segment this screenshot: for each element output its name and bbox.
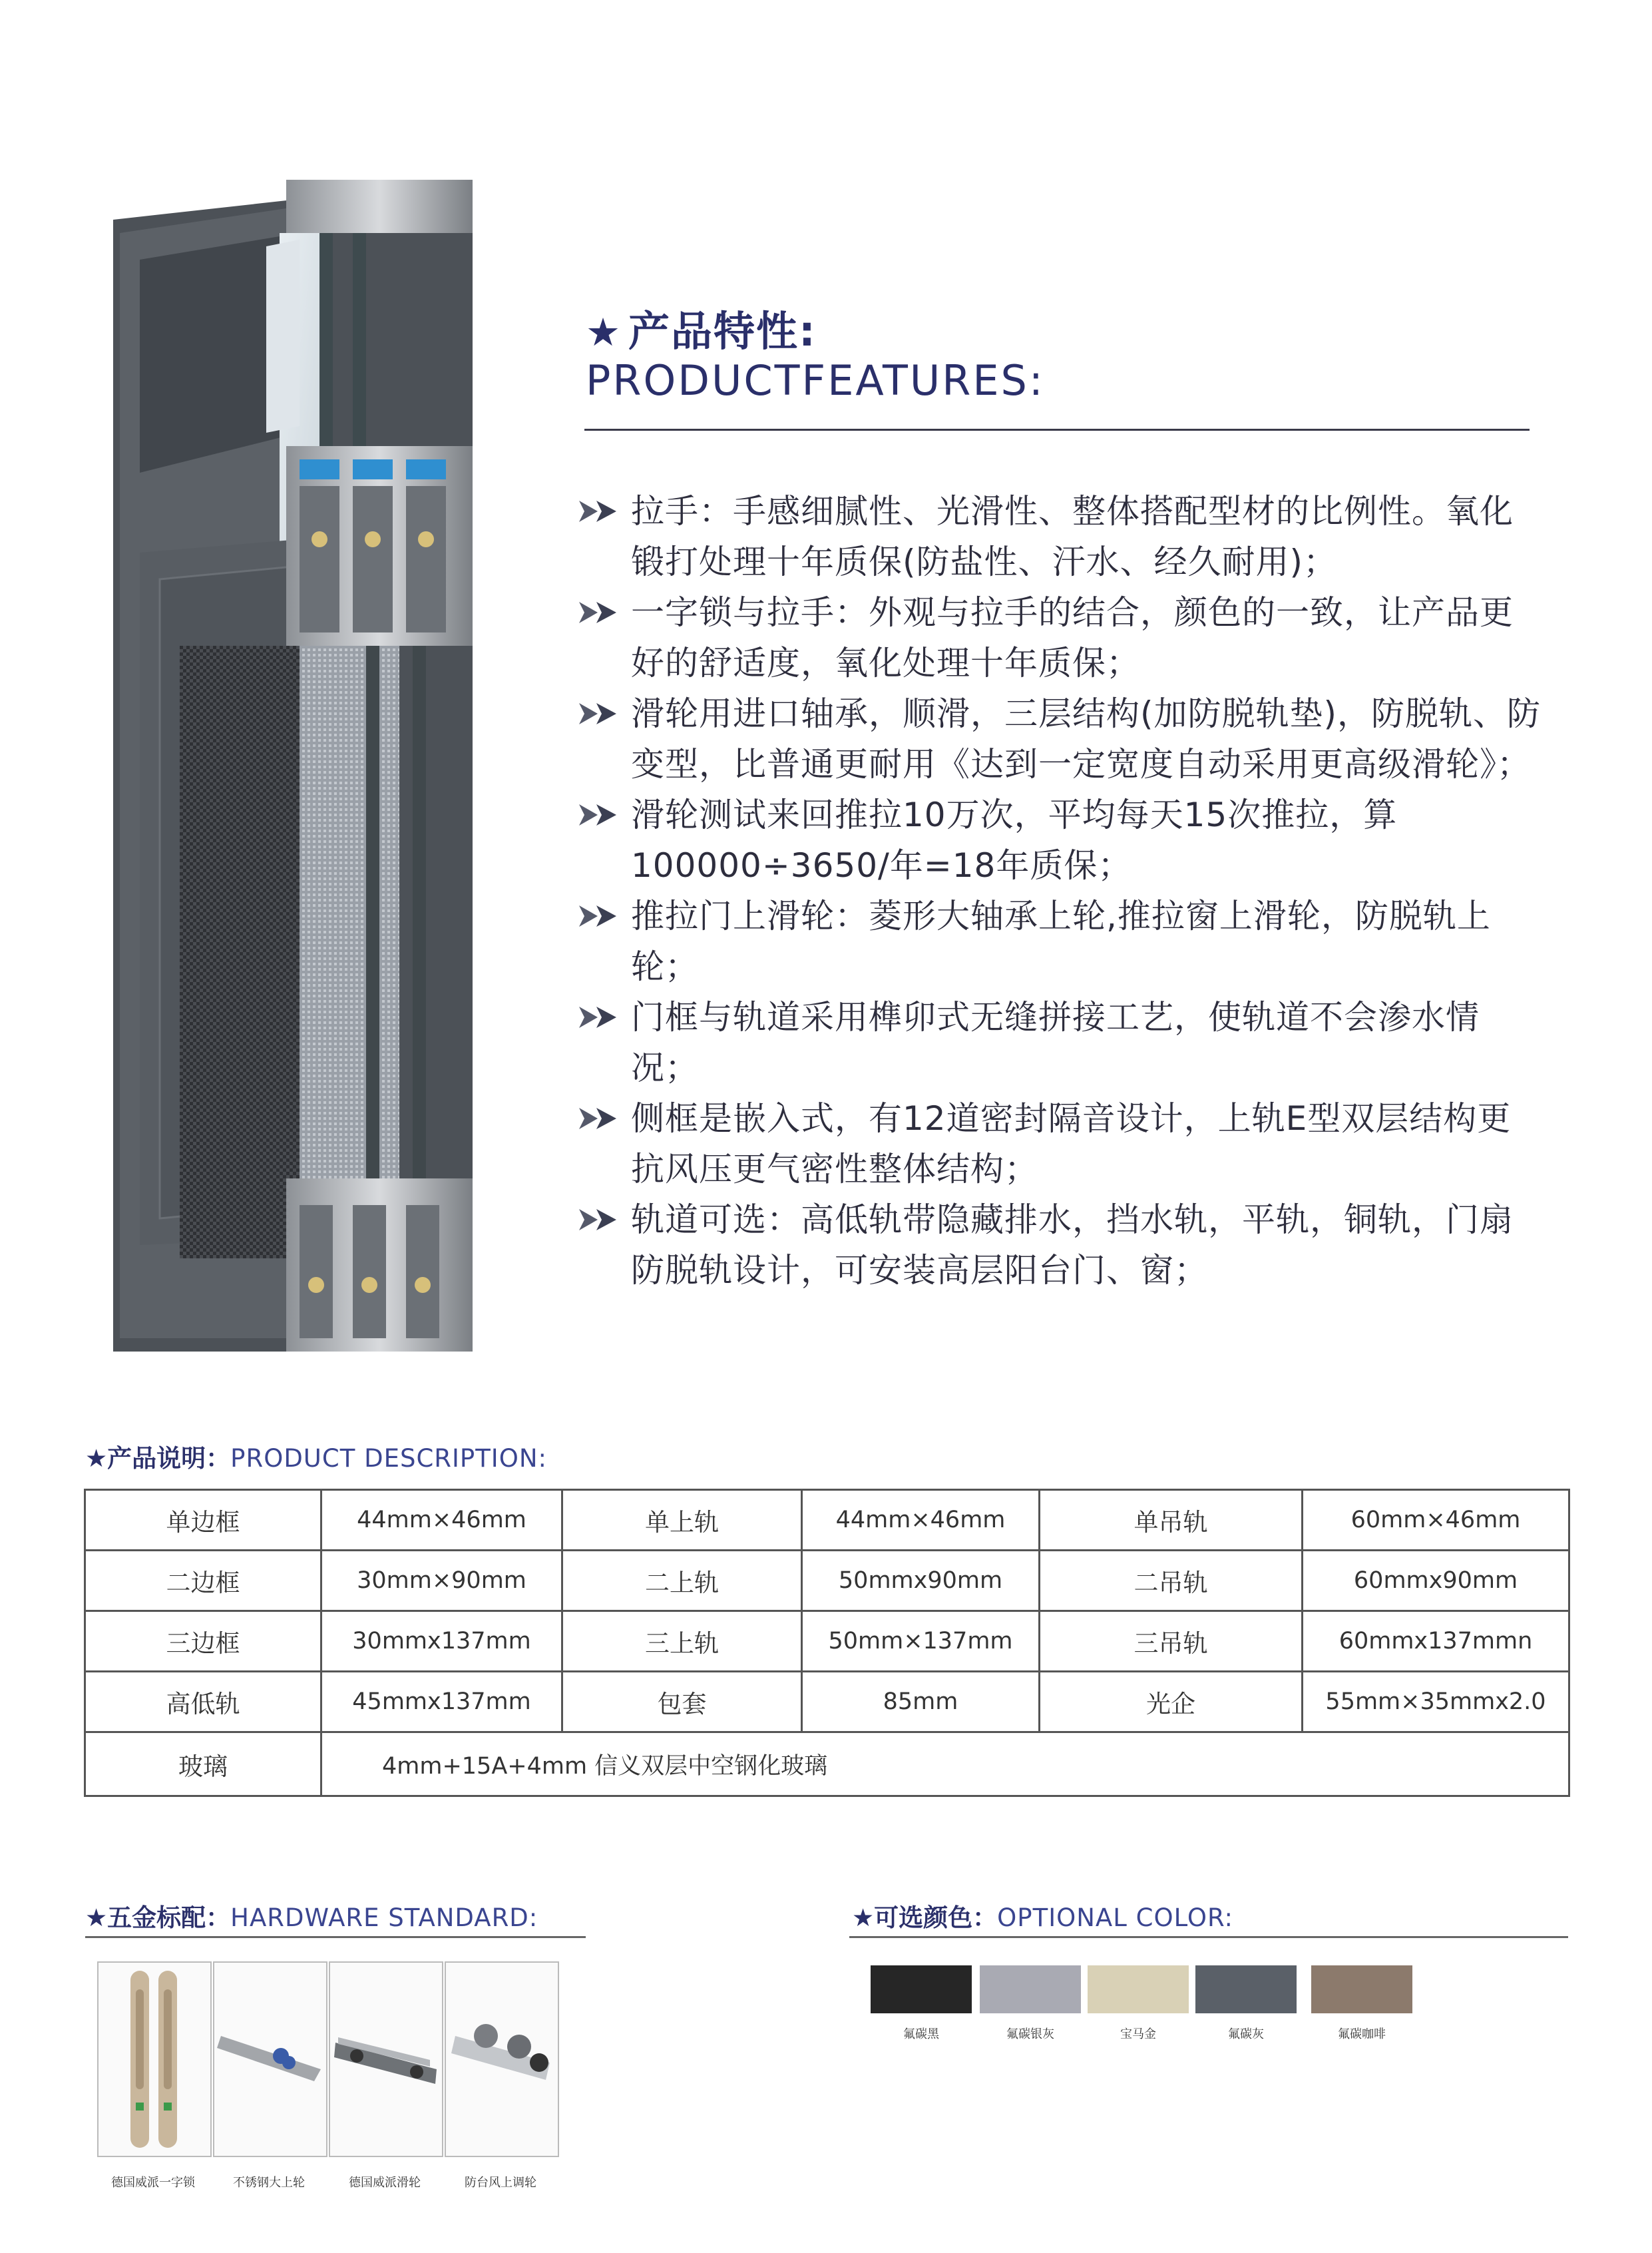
window-cutaway-illustration — [100, 180, 479, 1352]
table-cell: 4mm+15A+4mm 信义双层中空钢化玻璃 — [321, 1732, 1569, 1796]
hardware-caption: 德国威派滑轮 — [349, 2176, 421, 2190]
table-cell: 44mm×46mm — [802, 1490, 1040, 1551]
table-cell: 30mm×90mm — [321, 1551, 562, 1611]
table-row — [85, 1611, 1569, 1672]
table-cell: 单吊轨 — [1040, 1490, 1303, 1551]
feature-item — [578, 688, 1543, 790]
description-title-en: PRODUCT DESCRIPTION: — [230, 1444, 547, 1473]
color-title-en: OPTIONAL COLOR: — [997, 1903, 1234, 1932]
table-cell: 60mm×46mm — [1303, 1490, 1569, 1551]
color-caption: 氟碳银灰 — [1006, 2027, 1054, 2041]
description-heading — [85, 1438, 547, 1474]
hardware-title-cn: 五金标配： — [107, 1903, 231, 1932]
feature-item — [578, 486, 1543, 587]
double-arrow-icon — [579, 905, 622, 927]
table-cell: 85mm — [802, 1672, 1040, 1732]
feature-item — [578, 587, 1543, 688]
hardware-image-lock — [97, 1961, 212, 2157]
hardware-caption: 德国威派一字锁 — [111, 2176, 195, 2190]
feature-item — [578, 1093, 1543, 1194]
feature-text: 滑轮用进口轴承，顺滑，三层结构(加防脱轨垫)，防脱轨、防变型，比普通更耐用《达到一定宽度自动采用更高级滑轮》； — [631, 694, 1542, 784]
hardware-image-top-wheel — [213, 1961, 327, 2157]
color-swatch — [1088, 1965, 1189, 2013]
table-cell: 二边框 — [85, 1551, 321, 1611]
feature-item — [578, 992, 1543, 1093]
table-row — [85, 1672, 1569, 1732]
pulley-icon — [330, 1963, 442, 2156]
table-cell: 44mm×46mm — [321, 1490, 562, 1551]
table-cell: 60mmx90mm — [1303, 1551, 1569, 1611]
color-swatch — [1311, 1965, 1412, 2013]
color-caption: 氟碳黑 — [903, 2027, 939, 2041]
description-title-cn: 产品说明： — [107, 1444, 231, 1473]
features-list — [578, 486, 1543, 1296]
table-row — [85, 1551, 1569, 1611]
table-cell: 30mmx137mm — [321, 1611, 562, 1672]
table-cell: 玻璃 — [85, 1732, 321, 1796]
table-row — [85, 1732, 1569, 1796]
star-icon: ★ — [586, 310, 622, 355]
table-cell: 二吊轨 — [1040, 1551, 1303, 1611]
adjust-wheel-icon — [446, 1963, 558, 2156]
hardware-caption: 防台风上调轮 — [465, 2176, 536, 2190]
top-wheel-icon — [214, 1963, 326, 2156]
double-arrow-icon — [579, 1108, 622, 1129]
hardware-caption: 不锈钢大上轮 — [233, 2176, 305, 2190]
color-caption: 宝马金 — [1120, 2027, 1156, 2041]
hardware-image-pulley — [329, 1961, 443, 2157]
table-cell: 三吊轨 — [1040, 1611, 1303, 1672]
features-divider — [584, 429, 1530, 431]
color-caption: 氟碳咖啡 — [1338, 2027, 1386, 2041]
table-cell: 单上轨 — [562, 1490, 802, 1551]
double-arrow-icon — [579, 804, 622, 826]
feature-item — [578, 891, 1543, 992]
star-icon: ★ — [85, 1903, 108, 1932]
table-cell: 三边框 — [85, 1611, 321, 1672]
features-title-cn-text: 产品特性: — [628, 307, 817, 356]
features-title-en: PRODUCTFEATURES: — [586, 356, 1045, 405]
double-arrow-icon — [579, 1209, 622, 1230]
hardware-image-adjust-wheel — [445, 1961, 559, 2157]
hardware-heading — [85, 1897, 538, 1933]
color-divider — [849, 1936, 1568, 1938]
color-title-cn: 可选颜色： — [874, 1903, 998, 1932]
table-cell: 三上轨 — [562, 1611, 802, 1672]
feature-text: 侧框是嵌入式，有12道密封隔音设计，上轨E型双层结构更抗风压更气密性整体结构； — [631, 1099, 1512, 1188]
hardware-divider — [85, 1936, 586, 1938]
table-cell: 单边框 — [85, 1490, 321, 1551]
feature-text: 拉手：手感细腻性、光滑性、整体搭配型材的比例性。氧化锻打处理十年质保(防盐性、汗水、经久耐用)； — [631, 492, 1514, 581]
table-cell: 50mm×137mm — [802, 1611, 1040, 1672]
table-cell: 高低轨 — [85, 1672, 321, 1732]
table-cell: 光企 — [1040, 1672, 1303, 1732]
feature-item — [578, 790, 1543, 891]
feature-text: 一字锁与拉手：外观与拉手的结合，颜色的一致，让产品更好的舒适度，氧化处理十年质保； — [631, 593, 1514, 682]
color-caption: 氟碳灰 — [1228, 2027, 1264, 2041]
color-swatch — [1195, 1965, 1297, 2013]
lock-handle-icon — [99, 1963, 210, 2156]
double-arrow-icon — [579, 1007, 622, 1028]
color-swatch — [980, 1965, 1081, 2013]
star-icon: ★ — [852, 1903, 875, 1932]
color-heading — [852, 1897, 1233, 1933]
double-arrow-icon — [579, 501, 622, 522]
feature-text: 轨道可选：高低轨带隐藏排水，挡水轨，平轨，铜轨，门扇防脱轨设计，可安装高层阳台门、窗； — [631, 1200, 1514, 1290]
hardware-title-en: HARDWARE STANDARD: — [230, 1903, 538, 1932]
table-cell: 二上轨 — [562, 1551, 802, 1611]
double-arrow-icon — [579, 703, 622, 724]
feature-text: 门框与轨道采用榫卯式无缝拼接工艺，使轨道不会渗水情况； — [631, 998, 1480, 1087]
table-cell: 50mmx90mm — [802, 1551, 1040, 1611]
feature-text: 滑轮测试来回推拉10万次，平均每天15次推拉，算100000÷3650/年=18年质保； — [631, 796, 1398, 885]
feature-text: 推拉门上滑轮：菱形大轴承上轮,推拉窗上滑轮，防脱轨上轮； — [631, 897, 1491, 986]
features-title-cn — [586, 298, 817, 358]
double-arrow-icon — [579, 602, 622, 623]
table-cell: 60mmx137mmn — [1303, 1611, 1569, 1672]
spec-table — [84, 1489, 1570, 1797]
table-cell: 55mm×35mmx2.0 — [1303, 1672, 1569, 1732]
color-swatch — [871, 1965, 972, 2013]
feature-item — [578, 1194, 1543, 1296]
table-cell: 包套 — [562, 1672, 802, 1732]
star-icon: ★ — [85, 1444, 108, 1473]
table-cell: 45mmx137mm — [321, 1672, 562, 1732]
table-row — [85, 1490, 1569, 1551]
